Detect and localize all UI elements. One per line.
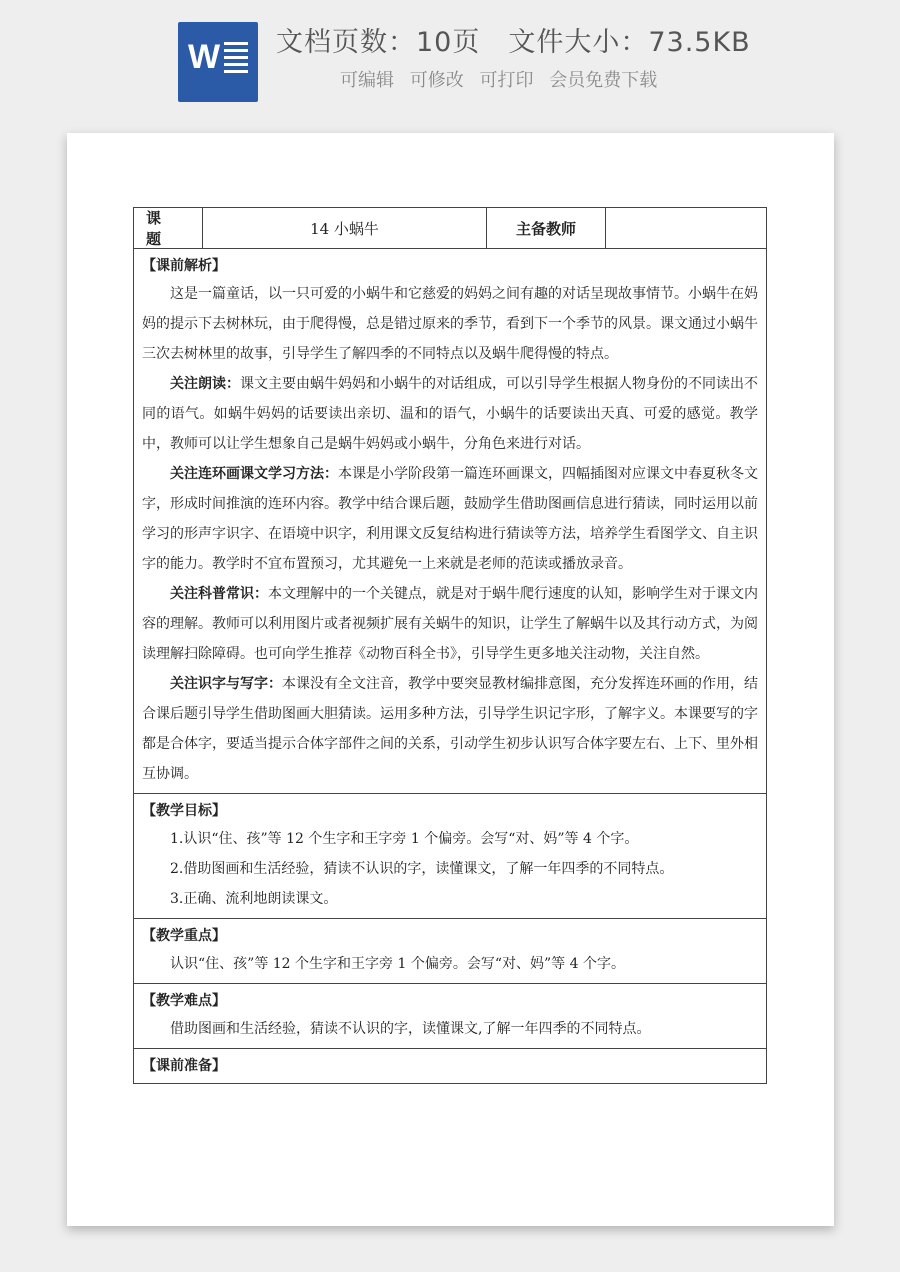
- analysis-intro: 这是一篇童话，以一只可爱的小蜗牛和它慈爱的妈妈之间有趣的对话呈现故事情节。小蜗牛在妈妈的提示下去树林玩，由于爬得慢，总是错过原来的季节，看到下一个季节的风景。课文通过小蜗牛三次去树林里的故事，引导学生了解四季的不同特点以及蜗牛爬得慢的特点。: [142, 286, 758, 362]
- teacher-label: 主备教师: [487, 208, 606, 248]
- word-icon-letter: W: [188, 38, 221, 76]
- file-info: [276, 20, 751, 59]
- goal-item: 2.借助图画和生活经验，猜读不认识的字，读懂课文，了解一年四季的不同特点。: [170, 861, 674, 877]
- section-title: 【教学难点】: [142, 993, 226, 1009]
- analysis-comic-method: [142, 459, 758, 579]
- tag-member-download: 会员免费下载: [549, 70, 658, 91]
- comic-lead: 关注连环画课文学习方法：: [170, 466, 338, 482]
- teacher-value: [606, 208, 766, 248]
- science-lead: 关注科普常识：: [170, 586, 268, 602]
- tag-printable: 可打印: [479, 70, 534, 91]
- tag-modifiable: 可修改: [409, 70, 464, 91]
- tag-editable: 可编辑: [340, 70, 394, 91]
- teaching-goals-section: [134, 794, 766, 919]
- table-header-row: [134, 208, 766, 249]
- feature-tags: [340, 66, 667, 92]
- page-count: 文档页数：10页: [276, 27, 481, 58]
- file-size: 文件大小：73.5KB: [508, 27, 751, 58]
- subject-value: 14 小蜗牛: [203, 208, 487, 248]
- comic-text: 本课是小学阶段第一篇连环画课文，四幅插图对应课文中春夏秋冬文字，形成时间推演的连环内容。教学中结合课后题，鼓励学生借助图画信息进行猜读，同时运用以前学习的形声字识字、在语境中识字，利用课文反复结构进行猜读等方法，培养学生看图学文、自主识字的能力。教学时不宜布置预习，尤其避免一上来就是老师的范读或播放录音。: [142, 466, 758, 572]
- reading-lead: 关注朗读：: [170, 376, 240, 392]
- subject-label: 课 题: [134, 208, 203, 248]
- lesson-plan-table: [133, 207, 767, 1084]
- goal-item: 1.认识“住、孩”等 12 个生字和王字旁 1 个偏旁。会写“对、妈”等 4 个字。: [170, 831, 639, 847]
- analysis-literacy: [142, 669, 758, 789]
- reading-text: 课文主要由蜗牛妈妈和小蜗牛的对话组成，可以引导学生根据人物身份的不同读出不同的语气。如蜗牛妈妈的话要读出亲切、温和的语气，小蜗牛的话要读出天真、可爱的感觉。教学中，教师可以让学生想象自己是蜗牛妈妈或小蜗牛，分角色来进行对话。: [142, 376, 758, 452]
- analysis-science: [142, 579, 758, 669]
- literacy-lead: 关注识字与写字：: [170, 676, 282, 692]
- preparation-section: [134, 1049, 766, 1083]
- download-banner: [0, 0, 900, 120]
- key-points-text: 认识“住、孩”等 12 个生字和王字旁 1 个偏旁。会写“对、妈”等 4 个字。: [170, 956, 625, 972]
- section-title: 【课前准备】: [142, 1058, 226, 1074]
- document-page: [67, 133, 834, 1226]
- difficulties-section: [134, 984, 766, 1049]
- analysis-reading: [142, 369, 758, 459]
- pre-class-analysis-section: [134, 249, 766, 794]
- section-title: 【课前解析】: [142, 258, 226, 274]
- section-title: 【教学目标】: [142, 803, 226, 819]
- word-document-icon: [178, 22, 258, 102]
- section-title: 【教学重点】: [142, 928, 226, 944]
- key-points-section: [134, 919, 766, 984]
- goal-item: 3.正确、流利地朗读课文。: [170, 891, 338, 907]
- science-text: 本文理解中的一个关键点，就是对于蜗牛爬行速度的认知，影响学生对于课文内容的理解。教师可以利用图片或者视频扩展有关蜗牛的知识，让学生了解蜗牛以及其行动方式，为阅读理解扫除障碍。也可向学生推荐《动物百科全书》，引导学生更多地关注动物，关注自然。: [142, 586, 758, 662]
- literacy-text: 本课没有全文注音，教学中要突显教材编排意图，充分发挥连环画的作用，结合课后题引导学生借助图画大胆猜读。运用多种方法，引导学生识记字形，了解字义。本课要写的字都是合体字，要适当提示合体字部件之间的关系，引动学生初步认识写合体字要左右、上下、里外相互协调。: [142, 676, 758, 782]
- difficulties-text: 借助图画和生活经验，猜读不认识的字，读懂课文,了解一年四季的不同特点。: [170, 1021, 651, 1037]
